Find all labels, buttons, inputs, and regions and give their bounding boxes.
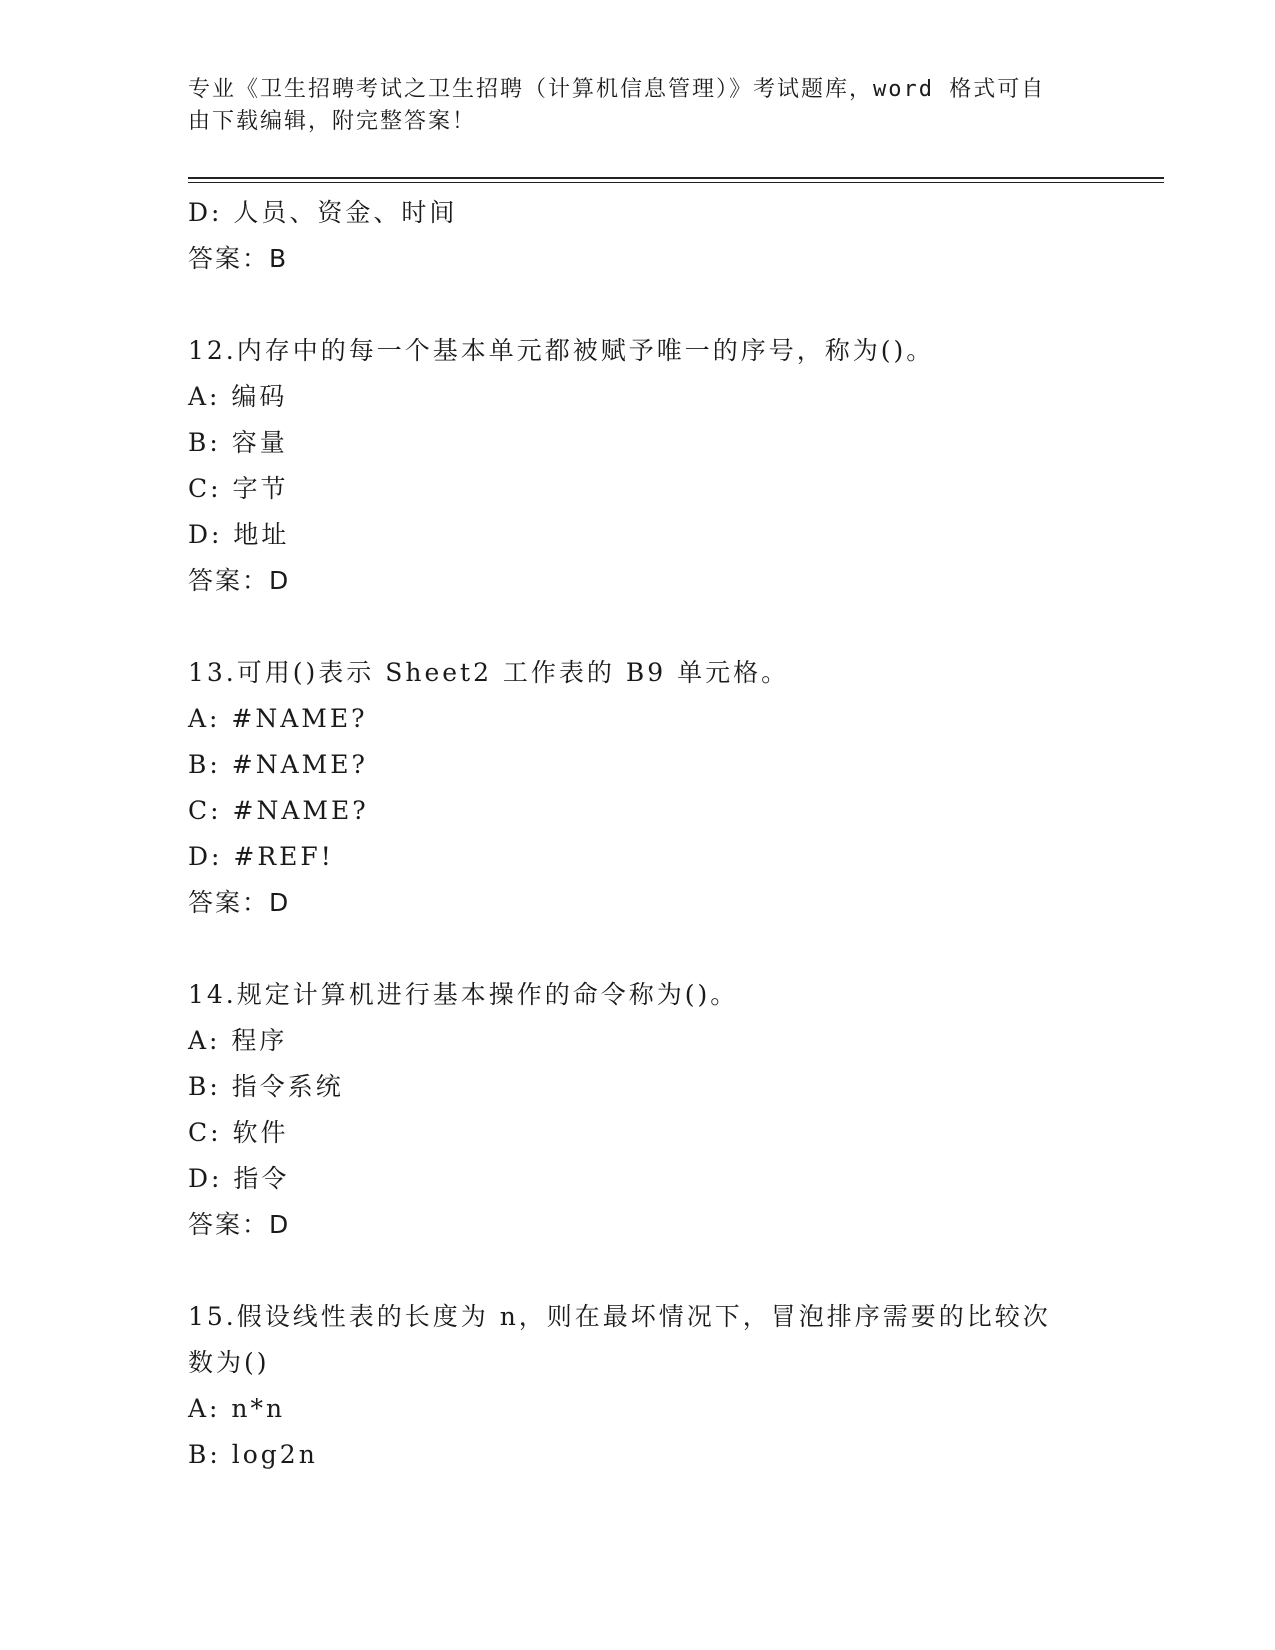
spacer: [188, 282, 1088, 328]
answer-line: 答案：B: [188, 244, 289, 273]
header-divider-thin: [188, 182, 1164, 183]
question-text: 12.内存中的每一个基本单元都被赋予唯一的序号，称为()。: [188, 336, 935, 365]
option-b: B: 容量: [188, 428, 288, 457]
option-b: B: 指令系统: [188, 1072, 344, 1101]
option-c: C: #NAME?: [188, 796, 369, 825]
document-header: 专业《卫生招聘考试之卫生招聘（计算机信息管理）》考试题库，word 格式可自由下载编辑，附完整答案！: [188, 77, 1046, 134]
question-text-line-1: 15.假设线性表的长度为 n，则在最坏情况下，冒泡排序需要的比较次: [188, 1302, 1051, 1331]
answer-line: 答案：D: [188, 566, 291, 595]
question-block-15: [188, 1294, 1088, 1478]
header-divider-thick: [188, 177, 1164, 179]
question-block-12: [188, 328, 1088, 604]
option-a: A: 程序: [188, 1026, 288, 1055]
question-list: [188, 190, 1088, 1478]
answer-line: 答案：D: [188, 1210, 291, 1239]
option-c: C: 字节: [188, 474, 289, 503]
spacer: [188, 1248, 1088, 1294]
spacer: [188, 926, 1088, 972]
option-d: D: 人员、资金、时间: [188, 198, 458, 227]
question-text: 14.规定计算机进行基本操作的命令称为()。: [188, 980, 739, 1009]
question-text: 13.可用()表示 Sheet2 工作表的 B9 单元格。: [188, 658, 790, 687]
option-a: A: n*n: [188, 1394, 286, 1423]
option-d: D: 指令: [188, 1164, 290, 1193]
answer-line: 答案：D: [188, 888, 291, 917]
option-d: D: #REF!: [188, 842, 334, 871]
option-d: D: 地址: [188, 520, 290, 549]
question-block-13: [188, 650, 1088, 926]
option-b: B: #NAME?: [188, 750, 368, 779]
question-block-11: [188, 190, 1088, 282]
option-a: A: #NAME?: [188, 704, 368, 733]
option-c: C: 软件: [188, 1118, 289, 1147]
option-b: B: log2n: [188, 1440, 318, 1469]
question-block-14: [188, 972, 1088, 1248]
option-a: A: 编码: [188, 382, 288, 411]
spacer: [188, 604, 1088, 650]
question-text-line-2: 数为(): [188, 1348, 270, 1377]
